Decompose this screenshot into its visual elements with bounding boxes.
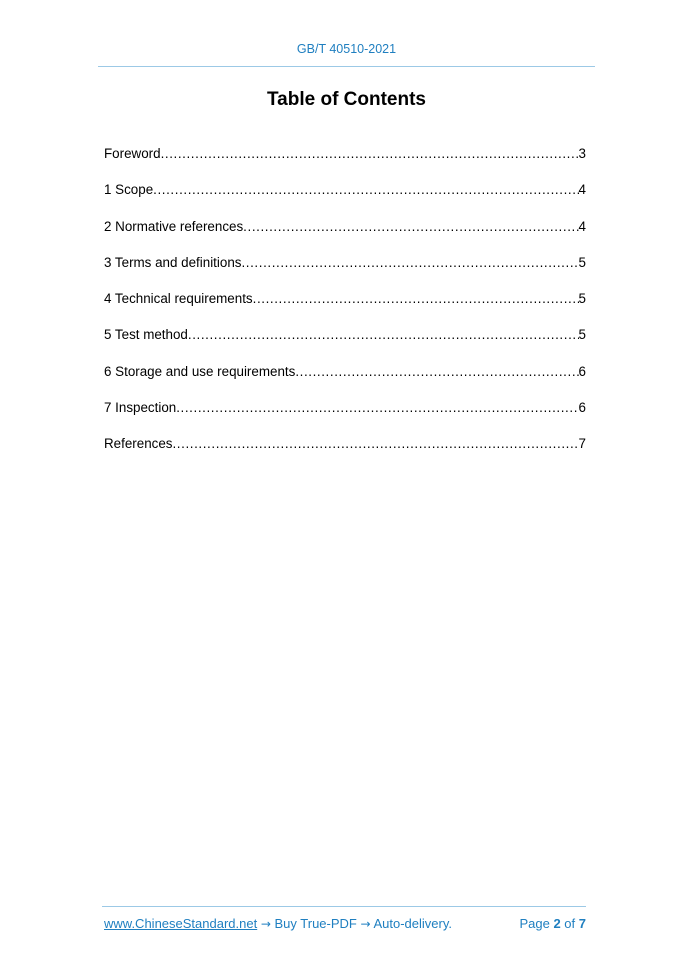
arrow-right-icon: →: [260, 917, 271, 931]
toc-entry-label: 5 Test method: [104, 327, 188, 343]
toc-entry-page: 4: [578, 218, 586, 234]
buy-true-pdf-text: Buy True-PDF: [274, 916, 357, 931]
toc-entry-page: 3: [578, 146, 586, 161]
toc-entry-technical-requirements[interactable]: [104, 290, 586, 326]
toc-entry-page: 5: [578, 254, 586, 270]
toc-entry-normative-references[interactable]: [104, 218, 586, 254]
toc-entry-references[interactable]: [104, 435, 586, 471]
toc-dot-leader: [253, 290, 579, 308]
toc-entry-label: 6 Storage and use requirements: [104, 363, 296, 379]
toc-dot-leader: [161, 145, 579, 163]
toc-list: [104, 145, 586, 472]
toc-dot-leader: [241, 254, 578, 272]
toc-entry-test-method[interactable]: [104, 326, 586, 362]
total-page-number: 7: [578, 916, 586, 931]
auto-delivery-text: Auto-delivery.: [373, 916, 452, 931]
footer-divider: [102, 906, 586, 907]
header-divider: [98, 66, 595, 67]
toc-dot-leader: [243, 218, 578, 236]
toc-entry-page: 7: [578, 436, 586, 452]
toc-entry-storage-and-use[interactable]: [104, 363, 586, 399]
toc-entry-label: 7 Inspection: [104, 400, 177, 416]
page-title: Table of Contents: [266, 89, 427, 110]
arrow-right-icon: →: [360, 917, 371, 931]
toc-entry-label: 1 Scope: [104, 182, 154, 198]
toc-entry-page: 5: [578, 291, 586, 307]
page-word: Page: [519, 916, 550, 931]
toc-entry-label: Foreword: [104, 146, 161, 161]
page-footer: [104, 916, 586, 931]
site-link[interactable]: www.ChineseStandard.net: [104, 916, 258, 931]
toc-entry-page: 6: [578, 400, 586, 416]
toc-entry-label: References: [104, 436, 173, 452]
toc-entry-label: 2 Normative references: [104, 218, 244, 234]
toc-entry-page: 5: [578, 327, 586, 343]
toc-dot-leader: [176, 399, 578, 417]
toc-dot-leader: [188, 326, 579, 344]
document-code-header: GB/T 40510-2021: [296, 42, 397, 56]
toc-dot-leader: [295, 363, 578, 381]
toc-entry-page: 6: [578, 363, 586, 379]
current-page-number: 2: [553, 916, 561, 931]
toc-entry-label: 4 Technical requirements: [104, 291, 253, 307]
toc-entry-page: 4: [578, 182, 586, 198]
footer-promo: [104, 916, 452, 931]
page-indicator: [519, 916, 586, 931]
toc-dot-leader: [172, 435, 578, 453]
toc-entry-terms-and-definitions[interactable]: [104, 254, 586, 290]
toc-entry-scope[interactable]: [104, 181, 586, 217]
toc-entry-foreword[interactable]: [104, 145, 586, 181]
of-word: of: [564, 916, 576, 931]
toc-entry-inspection[interactable]: [104, 399, 586, 435]
toc-dot-leader: [153, 181, 578, 199]
toc-entry-label: 3 Terms and definitions: [104, 254, 242, 270]
